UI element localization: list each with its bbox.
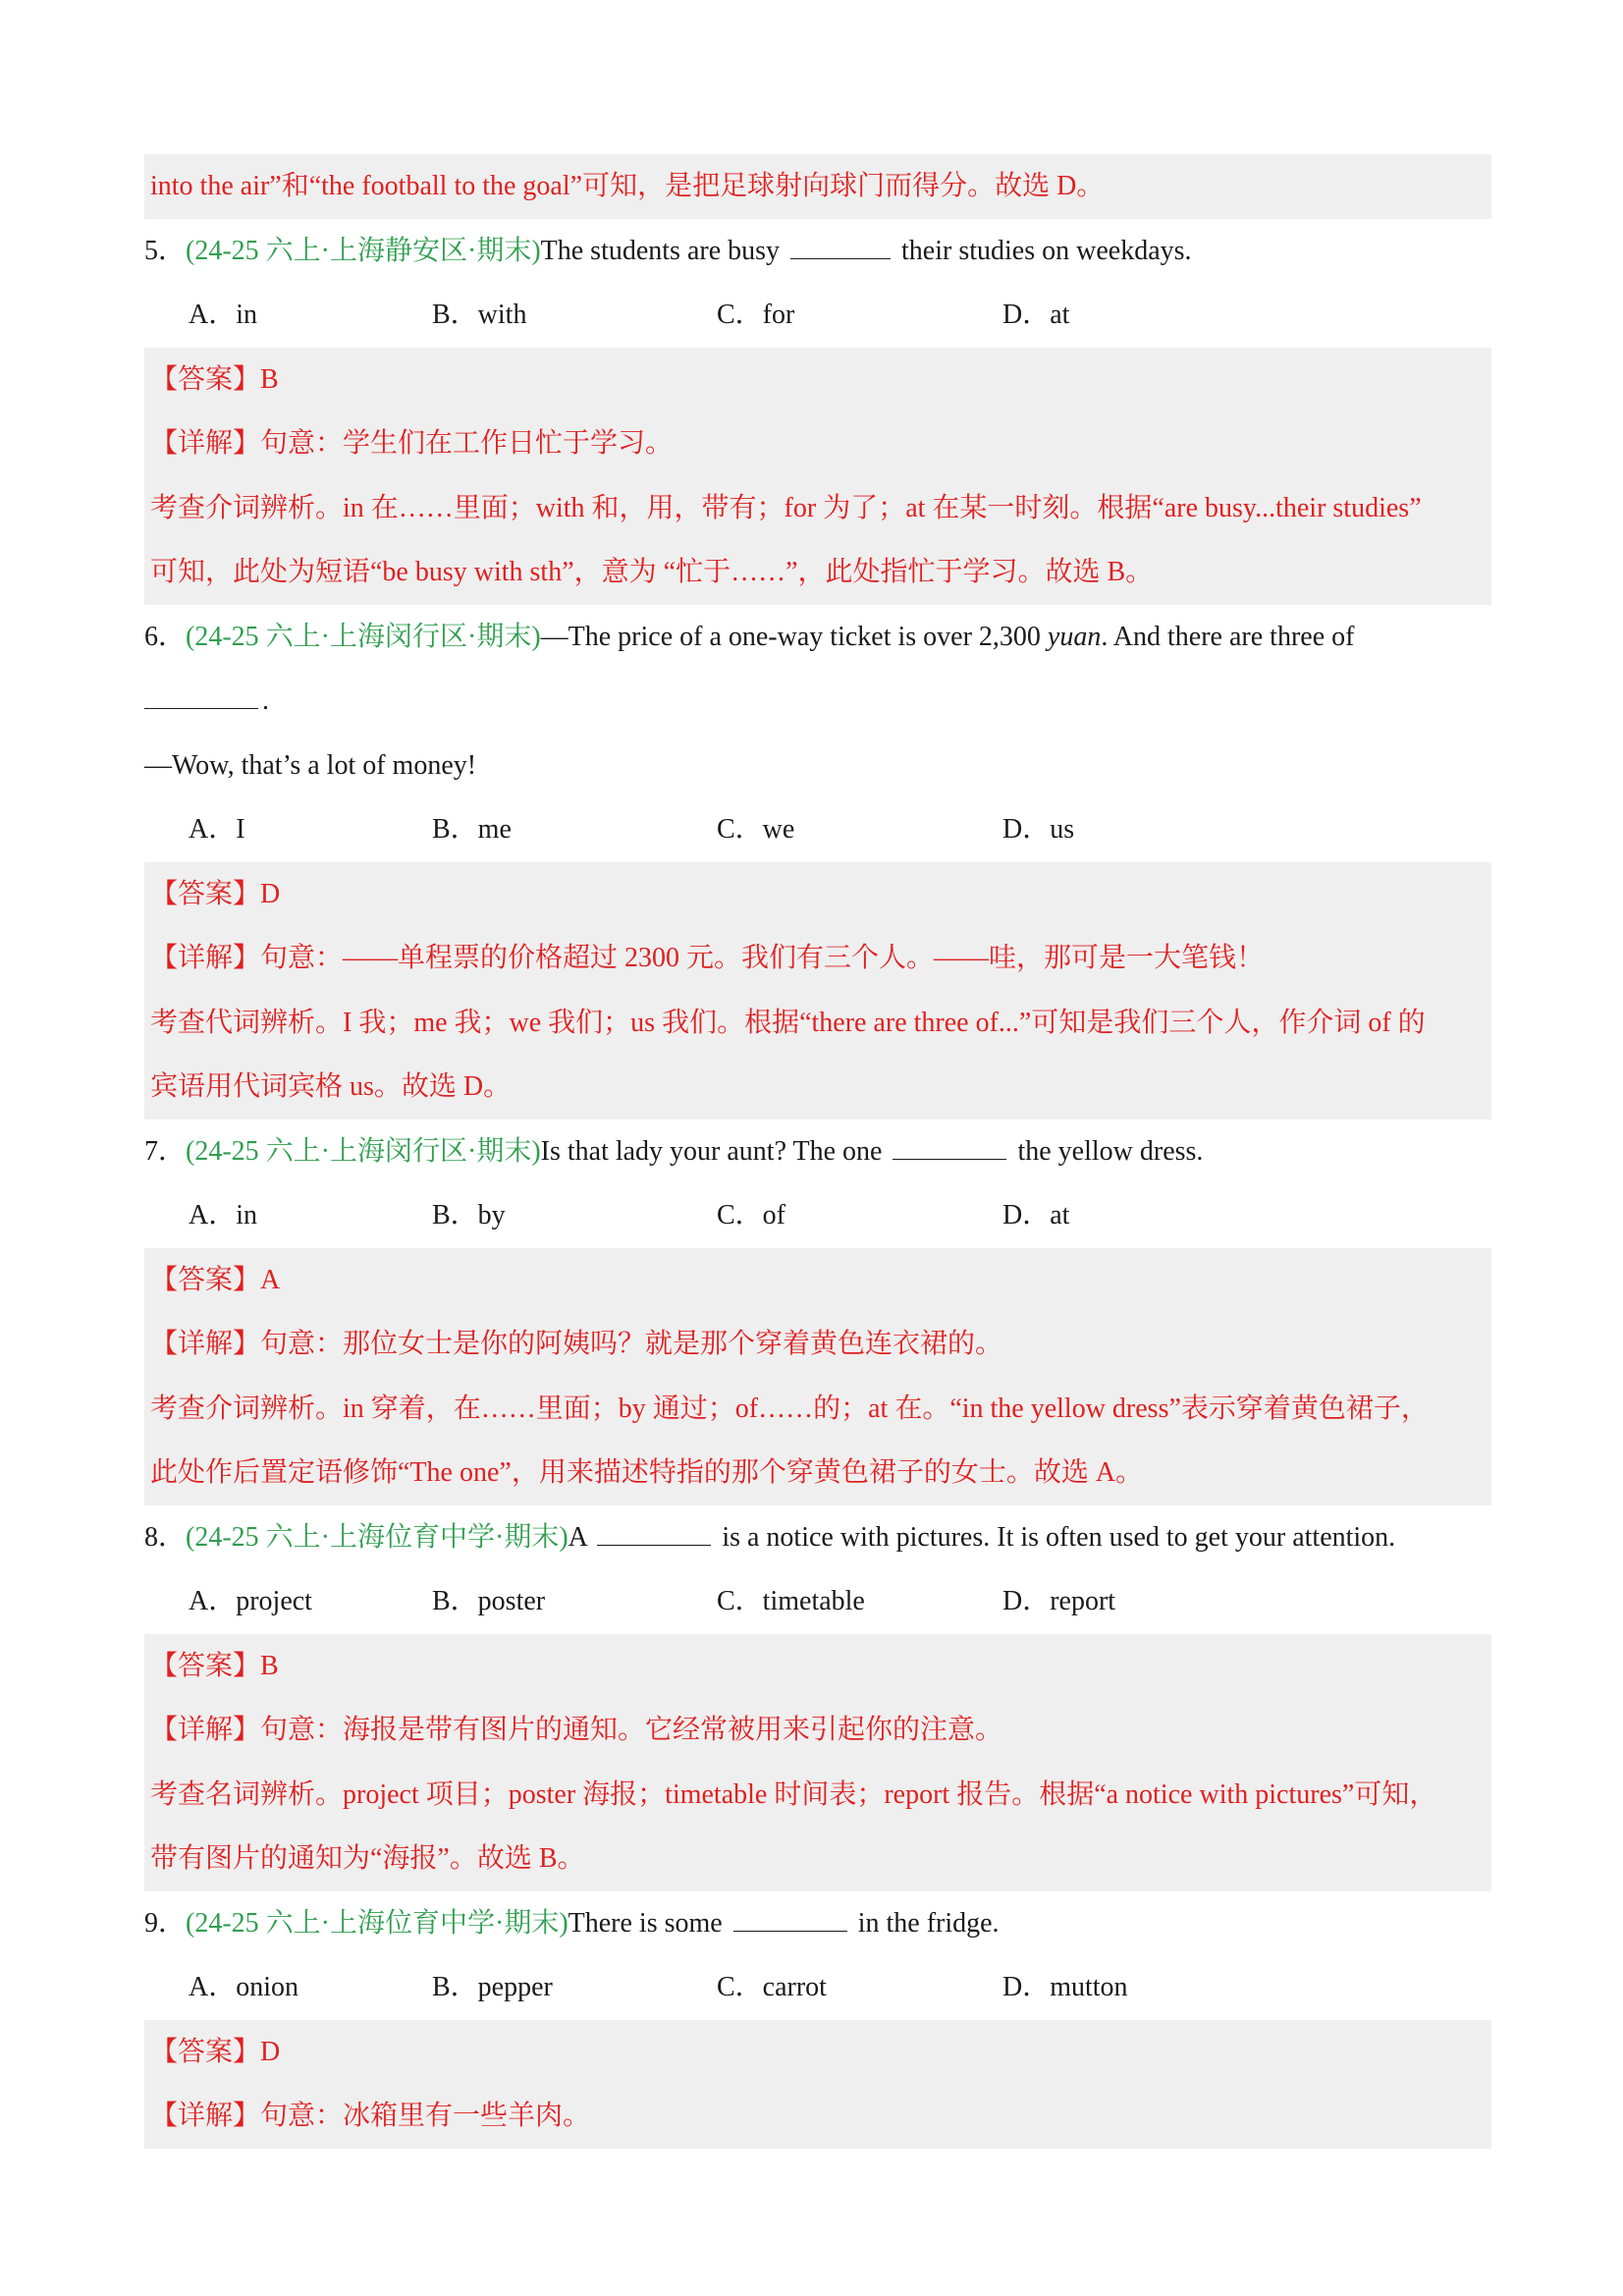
question-text: the yellow dress. (1017, 1135, 1204, 1167)
choice-a: A．in (189, 300, 258, 330)
analysis-line: 考查名词辨析。project 项目；poster 海报；timetable 时间表；report 报告。根据“a notice with pictures”可知， (150, 1778, 1437, 1810)
question-source: (24-25 六上·上海闵行区·期末) (186, 1135, 541, 1167)
analysis-line: 考查介词辨析。in 在……里面；with 和，用，带有；for 为了；at 在某一时刻。根据“are busy...their studies” (150, 492, 1422, 523)
detail-line: 【详解】句意：海报是带有图片的通知。它经常被用来引起你的注意。 (150, 1715, 1003, 1745)
choice-a: A．project (189, 1586, 312, 1616)
choice-b: B．by (432, 1200, 506, 1230)
answer-line: 【答案】D (150, 2036, 281, 2067)
question-text: Is that lady your aunt? The one (540, 1135, 883, 1167)
question-number: 9． (144, 1907, 187, 1939)
analysis-line: 可知，此处为短语“be busy with sth”，意为 “忙于……”，此处指忙于学习。故选 B。 (150, 557, 1154, 587)
choices-q6 (144, 797, 1491, 862)
answer-box-q4-tail (144, 154, 1491, 219)
question-text: . (262, 685, 269, 716)
choice-c: C．we (717, 814, 795, 845)
choice-d: D．us (1002, 814, 1075, 845)
analysis-line: 此处作后置定语修饰“The one”，用来描述特指的那个穿黄色裙子的女士。故选 A。 (150, 1457, 1144, 1488)
answer-box-q9 (144, 2020, 1491, 2149)
answer-blank (597, 1523, 711, 1546)
choice-d: D．at (1002, 300, 1070, 330)
question-7 (144, 1120, 1491, 1184)
choice-b: B．me (432, 814, 512, 845)
detail-line: 【详解】句意：冰箱里有一些羊肉。 (150, 2101, 591, 2131)
choice-d: D．report (1002, 1586, 1116, 1616)
answer-box-q7 (144, 1248, 1491, 1505)
choice-c: C．of (717, 1200, 786, 1230)
question-text: —The price of a one-way ticket is over 2,300 (540, 621, 1048, 652)
choice-c: C．for (717, 300, 795, 330)
answer-blank (733, 1909, 847, 1932)
choice-d: D．at (1002, 1200, 1070, 1230)
choice-c: C．timetable (717, 1586, 865, 1616)
question-6-reply: —Wow, that’s a lot of money! (144, 749, 477, 781)
analysis-line: 考查代词辨析。I 我；me 我；we 我们；us 我们。根据“there are three of...”可知是我们三个人，作介词 of 的 (150, 1007, 1426, 1038)
analysis-line: 宾语用代词宾格 us。故选 D。 (150, 1071, 512, 1102)
answer-line: 【答案】A (150, 1264, 281, 1295)
answer-box-q5 (144, 348, 1491, 605)
question-text: The students are busy (540, 235, 781, 266)
choice-b: B．pepper (432, 1972, 553, 2002)
question-number: 6． (144, 621, 187, 652)
question-9 (144, 1891, 1491, 1956)
detail-line: 【详解】句意：学生们在工作日忙于学习。 (150, 428, 674, 459)
answer-blank (790, 237, 891, 259)
question-8 (144, 1505, 1491, 1570)
answer-box-q8 (144, 1634, 1491, 1891)
question-6 (144, 605, 1491, 670)
question-6-blank-line (144, 669, 1491, 734)
question-number: 5． (144, 235, 187, 266)
choice-a: A．in (189, 1200, 258, 1230)
question-source: (24-25 六上·上海静安区·期末) (186, 235, 541, 266)
choice-a: A．I (189, 814, 245, 845)
question-source: (24-25 六上·上海位育中学·期末) (186, 1521, 568, 1553)
question-5 (144, 219, 1491, 284)
choice-c: C．carrot (717, 1972, 827, 2002)
choice-d: D．mutton (1002, 1972, 1128, 2002)
answer-blank (144, 686, 258, 709)
question-source: (24-25 六上·上海闵行区·期末) (186, 621, 541, 652)
choice-a: A．onion (189, 1972, 299, 2002)
analysis-line: 带有图片的通知为“海报”。故选 B。 (150, 1843, 585, 1874)
answer-line: 【答案】D (150, 878, 281, 909)
choice-b: B．poster (432, 1586, 546, 1616)
question-text: . And there are three of (1101, 621, 1355, 652)
answer-line: 【答案】B (150, 363, 279, 395)
question-text: their studies on weekdays. (901, 235, 1192, 266)
choice-b: B．with (432, 300, 527, 330)
question-text: There is some (568, 1907, 723, 1939)
question-source: (24-25 六上·上海位育中学·期末) (186, 1907, 568, 1939)
detail-line: 【详解】句意：那位女士是你的阿姨吗？就是那个穿着黄色连衣裙的。 (150, 1329, 1003, 1359)
analysis-line: 考查介词辨析。in 穿着，在……里面；by 通过；of……的；at 在。“in the yellow dress”表示穿着黄色裙子， (150, 1393, 1429, 1424)
answer-box-q6 (144, 862, 1491, 1120)
answer-blank (893, 1137, 1006, 1160)
choices-q7 (144, 1183, 1491, 1248)
choices-q9 (144, 1955, 1491, 2020)
answer-line: 【答案】B (150, 1650, 279, 1681)
question-text: in the fridge. (857, 1907, 1000, 1939)
choices-q8 (144, 1569, 1491, 1634)
question-number: 8． (144, 1521, 187, 1553)
question-text: is a notice with pictures. It is often used to get your attention. (722, 1521, 1396, 1553)
question-text: A (568, 1521, 587, 1553)
question-number: 7． (144, 1135, 187, 1167)
detail-line: 【详解】句意：——单程票的价格超过 2300 元。我们有三个人。——哇，那可是一大笔钱！ (150, 943, 1265, 973)
answer-analysis-line: into the air”和“the football to the goal”可知，是把足球射向球门而得分。故选 D。 (150, 171, 1105, 201)
choices-q5 (144, 283, 1491, 348)
page-content (144, 154, 1491, 2149)
question-text-italic: yuan (1047, 621, 1102, 652)
